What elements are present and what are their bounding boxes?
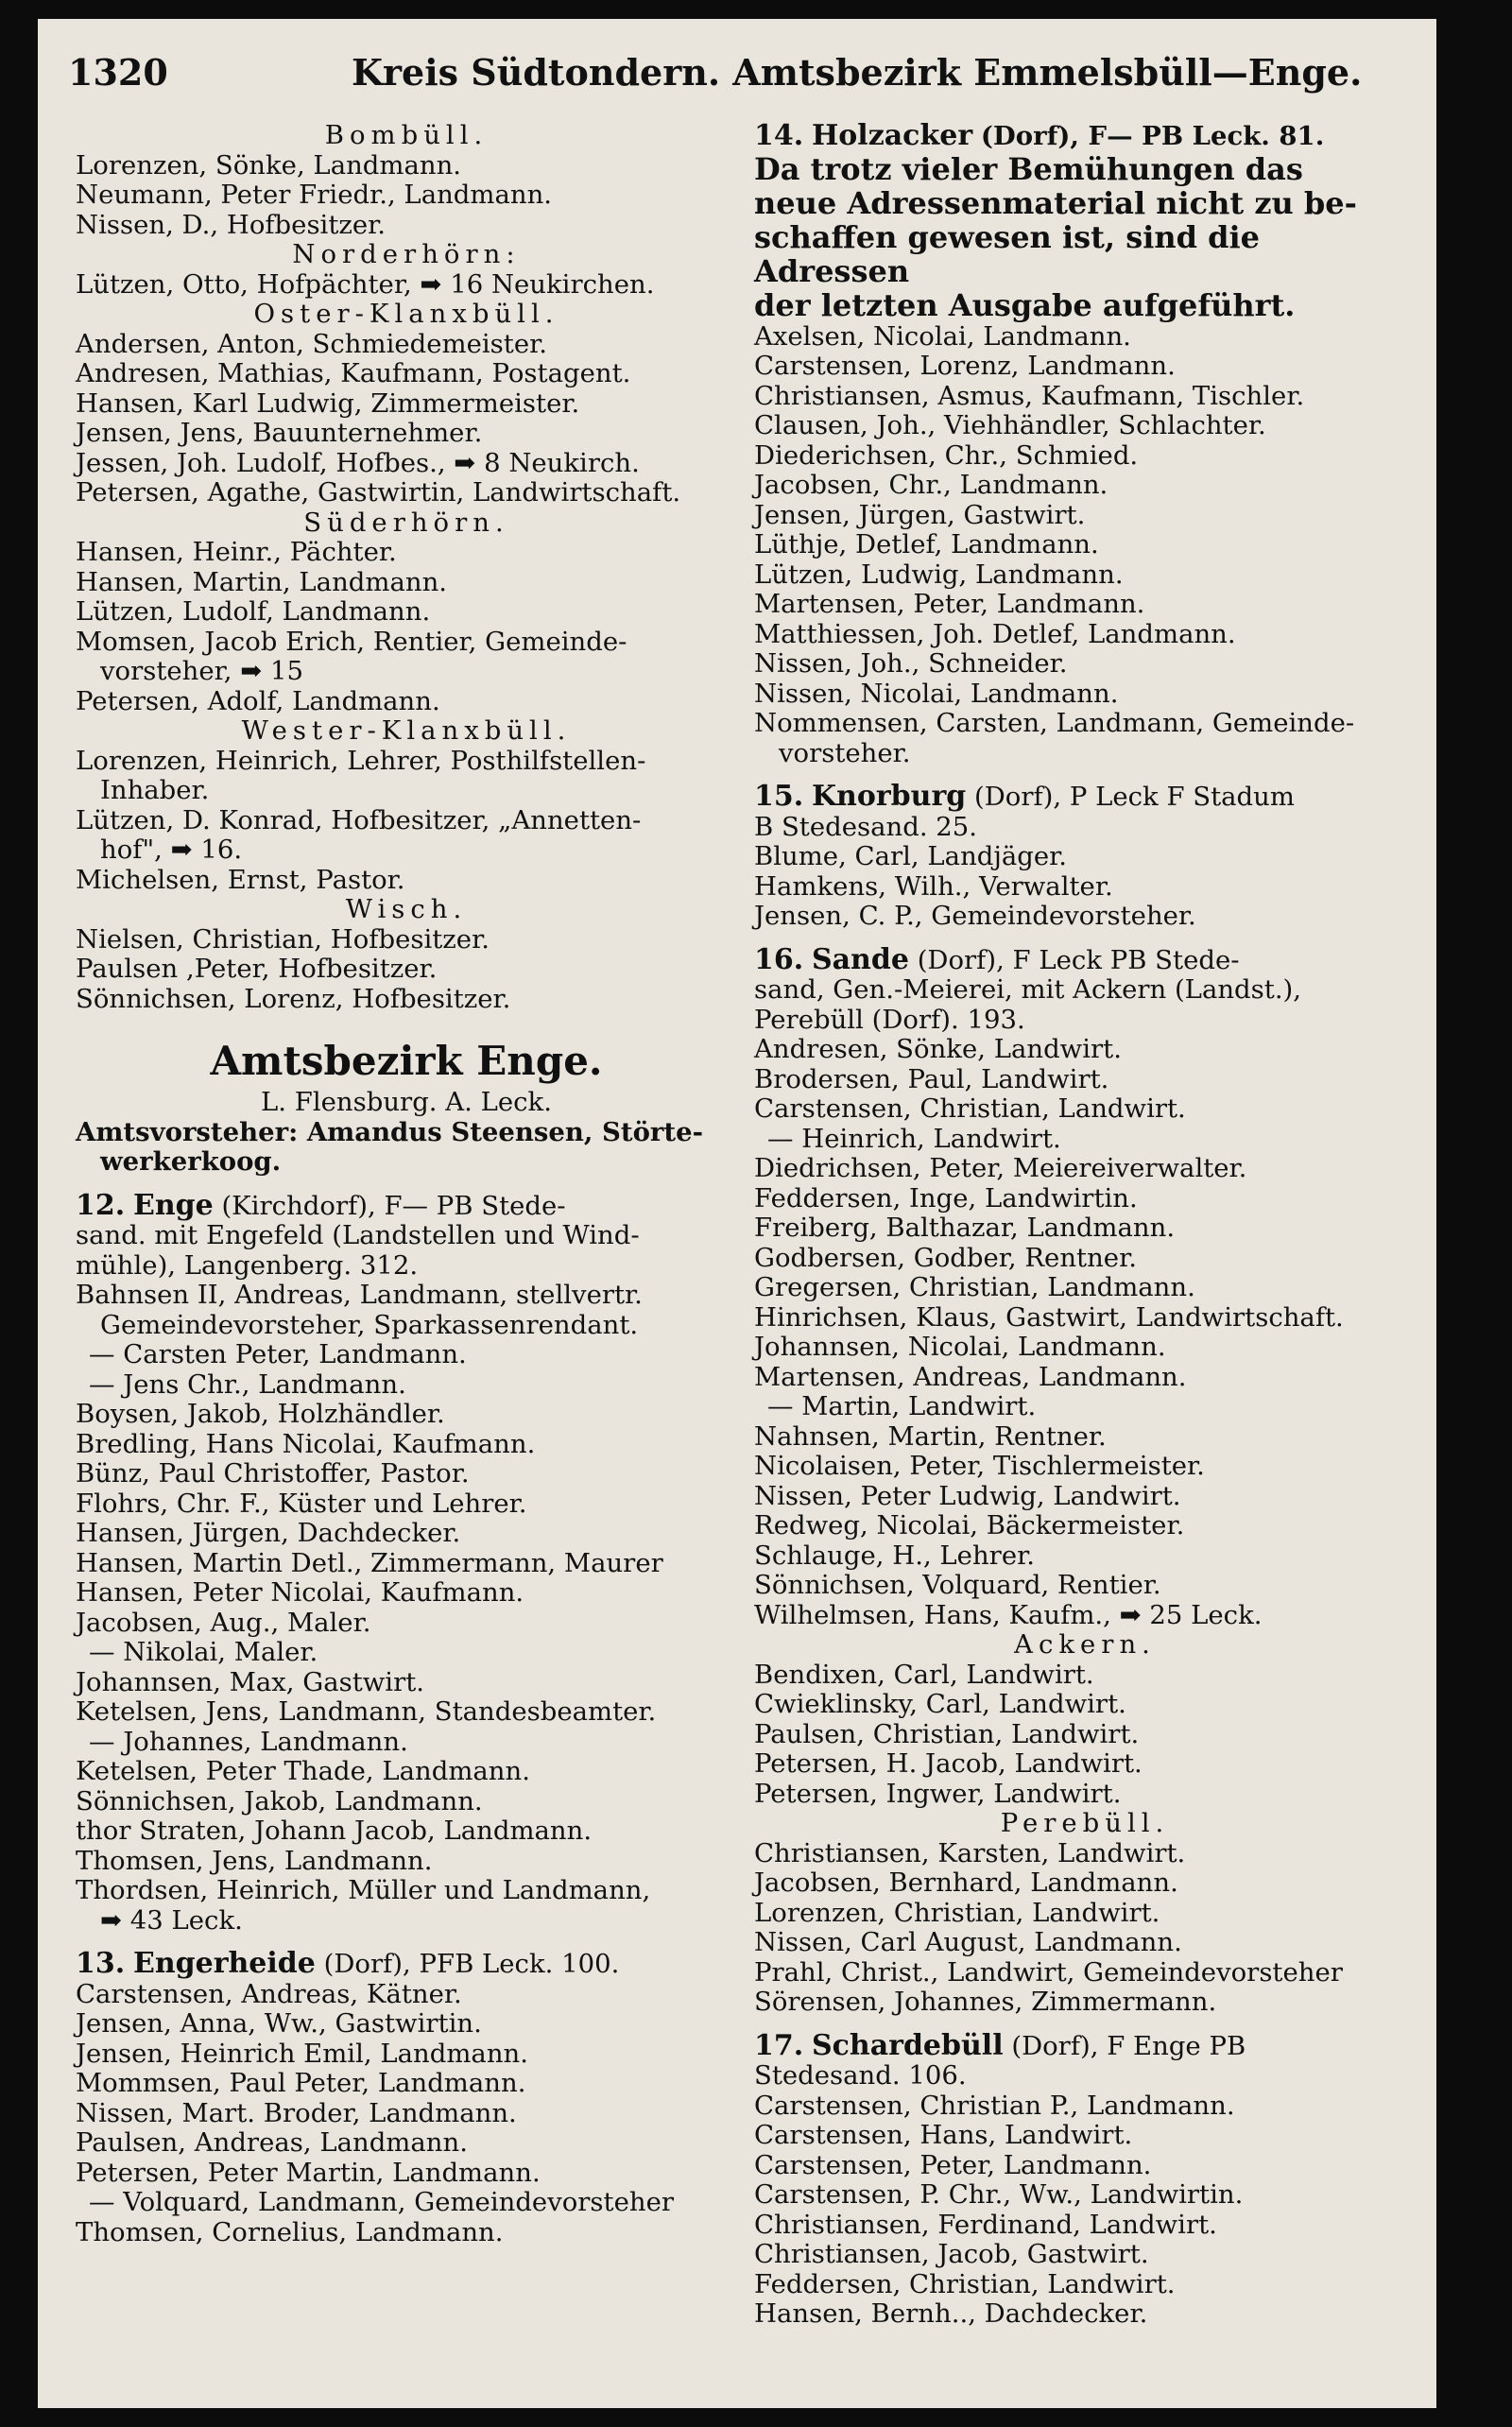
place-info: sand, Gen.-Meierei, mit Ackern (Landst.),	[754, 974, 1302, 1005]
entry: Nissen, Joh., Schneider.	[754, 648, 1068, 679]
section-number: 16.	[754, 942, 804, 976]
entry: Hinrichsen, Klaus, Gastwirt, Landwirtschaft.	[754, 1301, 1344, 1333]
entry: Hansen, Peter Nicolai, Kaufmann.	[76, 1577, 524, 1608]
entry: Lorenzen, Christian, Landwirt.	[754, 1897, 1160, 1928]
entry: Johannsen, Max, Gastwirt.	[76, 1666, 425, 1697]
entry: Nicolaisen, Peter, Tischlermeister.	[754, 1451, 1205, 1481]
entry-continuation: vorsteher.	[779, 737, 911, 768]
entry: Christiansen, Asmus, Kaufmann, Tischler.	[754, 380, 1305, 411]
entry: Christiansen, Jacob, Gastwirt.	[754, 2239, 1149, 2269]
entry: Cwieklinsky, Carl, Landwirt.	[754, 1689, 1126, 1719]
entry-continuation: Gemeindevorsteher, Sparkassenrendant.	[100, 1309, 639, 1340]
entry: Hansen, Karl Ludwig, Zimmermeister.	[76, 387, 580, 419]
section-number: 12.	[76, 1188, 126, 1222]
entry: Feddersen, Christian, Landwirt.	[754, 2268, 1176, 2299]
entry: — Martin, Landwirt.	[767, 1391, 1037, 1421]
entry: Sönnichsen, Lorenz, Hofbesitzer.	[76, 983, 511, 1014]
entry: — Nikolai, Maler.	[89, 1637, 318, 1667]
entry-continuation: Inhaber.	[100, 775, 210, 805]
section-number: 13.	[76, 1947, 126, 1980]
place-name: Engerheide	[132, 1947, 316, 1980]
entry: Hansen, Bernh.., Dachdecker.	[754, 2298, 1148, 2329]
entry: Andresen, Mathias, Kaufmann, Postagent.	[76, 358, 631, 388]
entry: — Volquard, Landmann, Gemeindevorsteher	[89, 2187, 675, 2217]
entry-continuation: hof", ➡ 16.	[100, 835, 243, 865]
entry: Carstensen, Lorenz, Landmann.	[754, 351, 1176, 381]
entry: Carstensen, Andreas, Kätner.	[76, 1978, 462, 2009]
entry: Carstensen, Christian P., Landmann.	[754, 2090, 1235, 2121]
entry: Nissen, Peter Ludwig, Landwirt.	[754, 1480, 1181, 1511]
amtsbezirk-title: Amtsbezirk Enge.	[210, 1038, 603, 1084]
heading-oster-klanxbuell: Oster-Klanxbüll.	[253, 299, 559, 329]
entry: Paulsen, Christian, Landwirt.	[754, 1718, 1140, 1749]
entry: Andersen, Anton, Schmiedemeister.	[76, 328, 547, 359]
entry: Diederichsen, Chr., Schmied.	[754, 439, 1139, 471]
entry: Matthiessen, Joh. Detlef, Landmann.	[754, 618, 1236, 649]
entry: Bahnsen II, Andreas, Landmann, stellvertr.	[76, 1280, 643, 1310]
entry: Sönnichsen, Jakob, Landmann.	[76, 1785, 483, 1816]
entry: Hansen, Martin, Landmann.	[76, 566, 448, 597]
entry: Nissen, Mart. Broder, Landmann.	[76, 2097, 517, 2128]
entry: Bünz, Paul Christoffer, Pastor.	[76, 1458, 470, 1489]
entry: Petersen, Peter Martin, Landmann.	[76, 2157, 541, 2188]
place-info: mühle), Langenberg. 312.	[76, 1249, 419, 1281]
entry: Thomsen, Cornelius, Landmann.	[76, 2216, 504, 2247]
entry: Lützen, Ludolf, Landmann.	[76, 596, 431, 627]
place-info: (Dorf), P Leck F Stadum	[973, 782, 1295, 812]
section-12-header	[76, 1188, 737, 1222]
notice-line: schaffen gewesen ist, sind die Adressen	[754, 218, 1261, 289]
entry: Martensen, Peter, Landmann.	[754, 589, 1145, 619]
place-info: (Dorf), F Leck PB Stede-	[917, 944, 1240, 975]
right-column	[754, 121, 1416, 2330]
heading-wisch: Wisch.	[345, 894, 468, 924]
page-header	[68, 51, 1410, 108]
entry: Nielsen, Christian, Hofbesitzer.	[76, 923, 490, 955]
entry: Hansen, Jürgen, Dachdecker.	[76, 1518, 461, 1548]
entry: Christiansen, Karsten, Landwirt.	[754, 1837, 1186, 1868]
amtsvorsteher-continuation: werkerkoog.	[100, 1146, 282, 1177]
entry: Lorenzen, Sönke, Landmann.	[76, 149, 462, 181]
place-info: (Dorf), F— PB Leck. 81.	[980, 121, 1325, 151]
entry: Paulsen ,Peter, Hofbesitzer.	[76, 954, 438, 984]
page-title: Kreis Südtondern. Amtsbezirk Emmelsbüll—Enge.	[352, 51, 1363, 94]
entry: — Heinrich, Landwirt.	[767, 1123, 1061, 1154]
entry: Lützen, Otto, Hofpächter, ➡ 16 Neukirchen.	[76, 268, 655, 300]
entry: Gregersen, Christian, Landmann.	[754, 1272, 1195, 1302]
entry-continuation: vorsteher, ➡ 15	[100, 656, 304, 686]
entry: Lorenzen, Heinrich, Lehrer, Posthilfstellen-	[76, 745, 646, 776]
entry: Carstensen, P. Chr., Ww., Landwirtin.	[754, 2179, 1244, 2210]
entry: Feddersen, Inge, Landwirtin.	[754, 1182, 1138, 1214]
section-13-header	[76, 1949, 737, 1980]
entry: Martensen, Andreas, Landmann.	[754, 1361, 1187, 1392]
place-info: B Stedesand. 25.	[754, 811, 978, 842]
notice-line: neue Adressenmaterial nicht zu be-	[754, 184, 1357, 221]
entry: Prahl, Christ., Landwirt, Gemeindevorsteher	[754, 1956, 1343, 1988]
entry: Jensen, C. P., Gemeindevorsteher.	[754, 901, 1196, 931]
section-16-header	[754, 942, 1416, 976]
entry: Hansen, Heinr., Pächter.	[76, 537, 397, 567]
entry: Lützen, D. Konrad, Hofbesitzer, „Annetten-	[76, 804, 642, 835]
entry: Petersen, Ingwer, Landwirt.	[754, 1778, 1122, 1809]
entry: Redweg, Nicolai, Bäckermeister.	[754, 1510, 1185, 1541]
entry: Bredling, Hans Nicolai, Kaufmann.	[76, 1428, 536, 1459]
entry: Jensen, Jürgen, Gastwirt.	[754, 499, 1086, 530]
entry: Carstensen, Christian, Landwirt.	[754, 1093, 1186, 1124]
entry: Jessen, Joh. Ludolf, Hofbes., ➡ 8 Neukirch.	[76, 447, 640, 478]
entry: Andresen, Sönke, Landwirt.	[754, 1034, 1122, 1064]
entry: Jacobsen, Aug., Maler.	[76, 1607, 371, 1638]
entry: Nommensen, Carsten, Landmann, Gemeinde-	[754, 708, 1355, 738]
entry: Mommsen, Paul Peter, Landmann.	[76, 2068, 526, 2098]
entry: Wilhelmsen, Hans, Kaufm., ➡ 25 Leck.	[754, 1599, 1263, 1630]
section-14-header	[754, 121, 1416, 152]
entry: Nissen, D., Hofbesitzer.	[76, 209, 387, 240]
section-17-header	[754, 2028, 1416, 2062]
entry: Hamkens, Wilh., Verwalter.	[754, 870, 1113, 902]
section-number: 14.	[754, 119, 804, 152]
entry: Petersen, Agathe, Gastwirtin, Landwirtschaft.	[76, 477, 681, 508]
entry: Thordsen, Heinrich, Müller und Landmann,	[76, 1875, 651, 1905]
place-info: sand. mit Engefeld (Landstellen und Wind-	[76, 1220, 640, 1250]
entry: — Johannes, Landmann.	[89, 1726, 408, 1757]
entry: Jacobsen, Bernhard, Landmann.	[754, 1868, 1178, 1898]
entry: Paulsen, Andreas, Landmann.	[76, 2127, 468, 2158]
entry: Clausen, Joh., Viehhändler, Schlachter.	[754, 410, 1266, 440]
heading-bombuell: Bombüll.	[324, 120, 489, 150]
entry: Flohrs, Chr. F., Küster und Lehrer.	[76, 1488, 527, 1519]
entry: Godbersen, Godber, Rentner.	[754, 1242, 1137, 1273]
entry: Ketelsen, Jens, Landmann, Standesbeamter.	[76, 1696, 657, 1727]
place-name: Enge	[132, 1188, 214, 1222]
entry: Nahnsen, Martin, Rentner.	[754, 1420, 1107, 1452]
entry: Axelsen, Nicolai, Landmann.	[754, 320, 1131, 352]
entry: Neumann, Peter Friedr., Landmann.	[76, 180, 553, 210]
heading-norderhoern: Norderhörn:	[292, 239, 521, 269]
section-number: 15.	[754, 780, 804, 813]
entry: Michelsen, Ernst, Pastor.	[76, 864, 405, 895]
section-number: 17.	[754, 2028, 804, 2062]
entry: Lüthje, Detlef, Landmann.	[754, 529, 1099, 559]
entry: Petersen, Adolf, Landmann.	[76, 685, 440, 716]
entry: Johannsen, Nicolai, Landmann.	[754, 1332, 1166, 1362]
entry: Bendixen, Carl, Landwirt.	[754, 1659, 1094, 1690]
place-info: Stedesand. 106.	[754, 2060, 967, 2091]
entry: — Jens Chr., Landmann.	[89, 1368, 406, 1400]
entry: Ketelsen, Peter Thade, Landmann.	[76, 1756, 530, 1786]
entry: Momsen, Jacob Erich, Rentier, Gemeinde-	[76, 626, 627, 657]
place-name: Sande	[811, 942, 909, 976]
entry: Christiansen, Ferdinand, Landwirt.	[754, 2209, 1217, 2240]
directory-page	[38, 19, 1436, 2408]
entry: Boysen, Jakob, Holzhändler.	[76, 1399, 445, 1429]
entry: Carstensen, Hans, Landwirt.	[754, 2120, 1133, 2150]
left-column	[76, 121, 737, 2247]
section-15-header	[754, 782, 1416, 813]
place-info: (Kirchdorf), F— PB Stede-	[221, 1190, 566, 1221]
entry: Blume, Carl, Landjäger.	[754, 841, 1068, 871]
entry: Jensen, Heinrich Emil, Landmann.	[76, 2038, 528, 2069]
place-name: Holzacker	[811, 119, 973, 152]
entry: Lützen, Ludwig, Landmann.	[754, 559, 1124, 590]
entry: Freiberg, Balthazar, Landmann.	[754, 1213, 1176, 1243]
page-number: 1320	[68, 51, 168, 94]
entry: Nissen, Nicolai, Landmann.	[754, 678, 1119, 709]
entry: Thomsen, Jens, Landmann.	[76, 1845, 433, 1876]
entry: Brodersen, Paul, Landwirt.	[754, 1063, 1109, 1094]
heading-suederhoern: Süderhörn.	[303, 507, 509, 538]
place-info: Perebüll (Dorf). 193.	[754, 1004, 1025, 1035]
entry: Nissen, Carl August, Landmann.	[754, 1927, 1182, 1957]
entry: Carstensen, Peter, Landmann.	[754, 2149, 1152, 2180]
entry-continuation: ➡ 43 Leck.	[100, 1904, 243, 1936]
entry: thor Straten, Johann Jacob, Landmann.	[76, 1816, 593, 1846]
notice-line: der letzten Ausgabe aufgeführt.	[754, 286, 1296, 323]
place-name: Schardebüll	[811, 2028, 1004, 2062]
entry: Diedrichsen, Peter, Meiereiverwalter.	[754, 1153, 1247, 1183]
heading-ackern: Ackern.	[1014, 1629, 1156, 1660]
amtsbezirk-subtitle: L. Flensburg. A. Leck.	[261, 1087, 552, 1117]
place-info: (Dorf), F Enge PB	[1011, 2030, 1246, 2061]
entry: Sörensen, Johannes, Zimmermann.	[754, 1987, 1217, 2017]
notice-line: Da trotz vieler Bemühungen das	[754, 150, 1303, 187]
place-name: Knorburg	[811, 780, 967, 813]
entry: Sönnichsen, Volquard, Rentier.	[754, 1570, 1161, 1600]
heading-perebuell: Perebüll.	[1000, 1808, 1170, 1838]
entry: Schlauge, H., Lehrer.	[754, 1540, 1035, 1571]
entry: Jensen, Jens, Bauunternehmer.	[76, 418, 483, 448]
entry: Jensen, Anna, Ww., Gastwirtin.	[76, 2008, 482, 2039]
entry: Jacobsen, Chr., Landmann.	[754, 470, 1108, 500]
place-info: (Dorf), PFB Leck. 100.	[323, 1949, 620, 1979]
entry: Hansen, Martin Detl., Zimmermann, Maurer	[76, 1547, 663, 1578]
amtsvorsteher: Amtsvorsteher: Amandus Steensen, Störte-	[76, 1116, 704, 1147]
entry: Petersen, H. Jacob, Landwirt.	[754, 1748, 1143, 1779]
entry: — Carsten Peter, Landmann.	[89, 1339, 467, 1369]
heading-wester-klanxbuell: Wester-Klanxbüll.	[241, 715, 572, 746]
